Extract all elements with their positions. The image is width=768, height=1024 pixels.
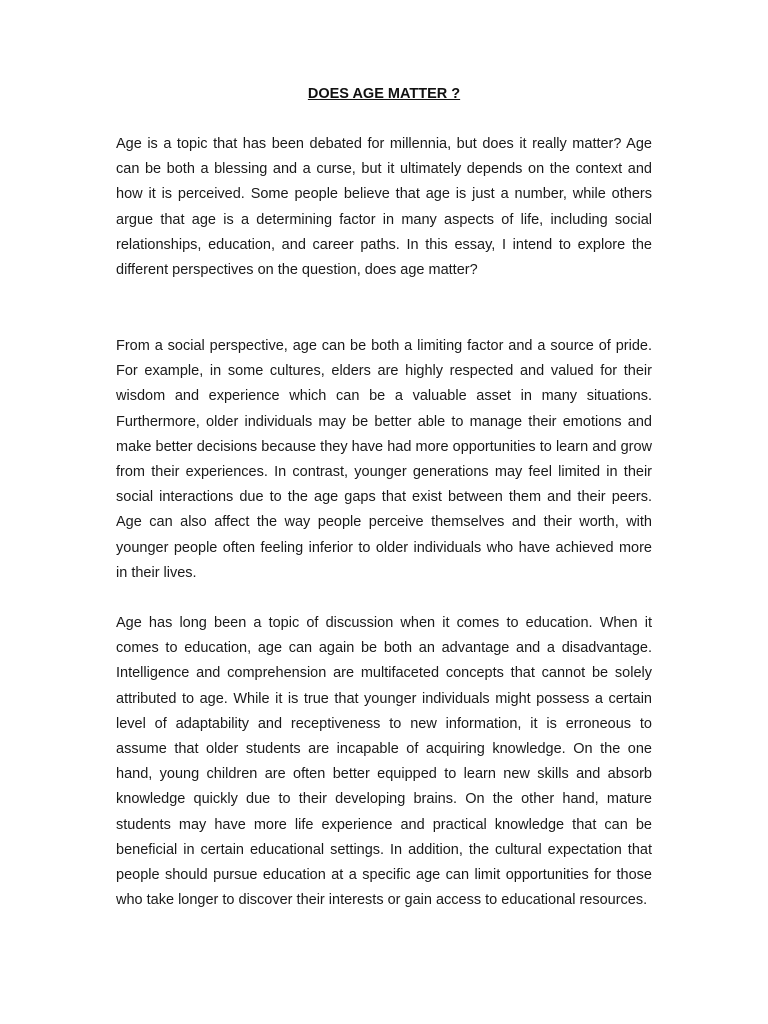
document-title: DOES AGE MATTER ?	[307, 86, 461, 102]
paragraph-social-perspective: From a social perspective, age can be both a limiting factor and a source of pride. For example, in some cultures, elders are highly respected and valued for their wisdom and experience which can be a valuable asset in many situations. Furthermore, older individuals may be better able to manage their emotions and make better decisions because they have had more opportunities to learn and grow from their experiences. In contrast, younger generations may feel limited in their social interactions due to the age gaps that exist between them and their peers. Age can also affect the way people perceive themselves and their worth, with younger people often feeling inferior to older individuals who have achieved more in their lives.	[116, 338, 652, 581]
paragraph-introduction: Age is a topic that has been debated for millennia, but does it really matter? Age can be both a blessing and a curse, but it ultimately depends on the context and how it is perceived. Some people believe that age is just a number, while others argue that age is a determining factor in many aspects of life, including social relationships, education, and career paths. In this essay, I intend to explore the different perspectives on the question, does age matter?	[116, 136, 652, 279]
paragraph-education: Age has long been a topic of discussion when it comes to education. When it comes to education, age can again be both an advantage and a disadvantage. Intelligence and comprehension are multifaceted concepts that cannot be solely attributed to age. While it is true that younger individuals might possess a certain level of adaptability and receptiveness to new information, it is erroneous to assume that older students are incapable of acquiring knowledge. On the one hand, young children are often better equipped to learn new skills and absorb knowledge quickly due to their developing brains. On the other hand, mature students may have more life experience and practical knowledge that can be beneficial in certain educational settings. In addition, the cultural expectation that people should pursue education at a specific age can limit opportunities for those who take longer to discover their interests or gain access to educational resources.	[116, 615, 652, 909]
